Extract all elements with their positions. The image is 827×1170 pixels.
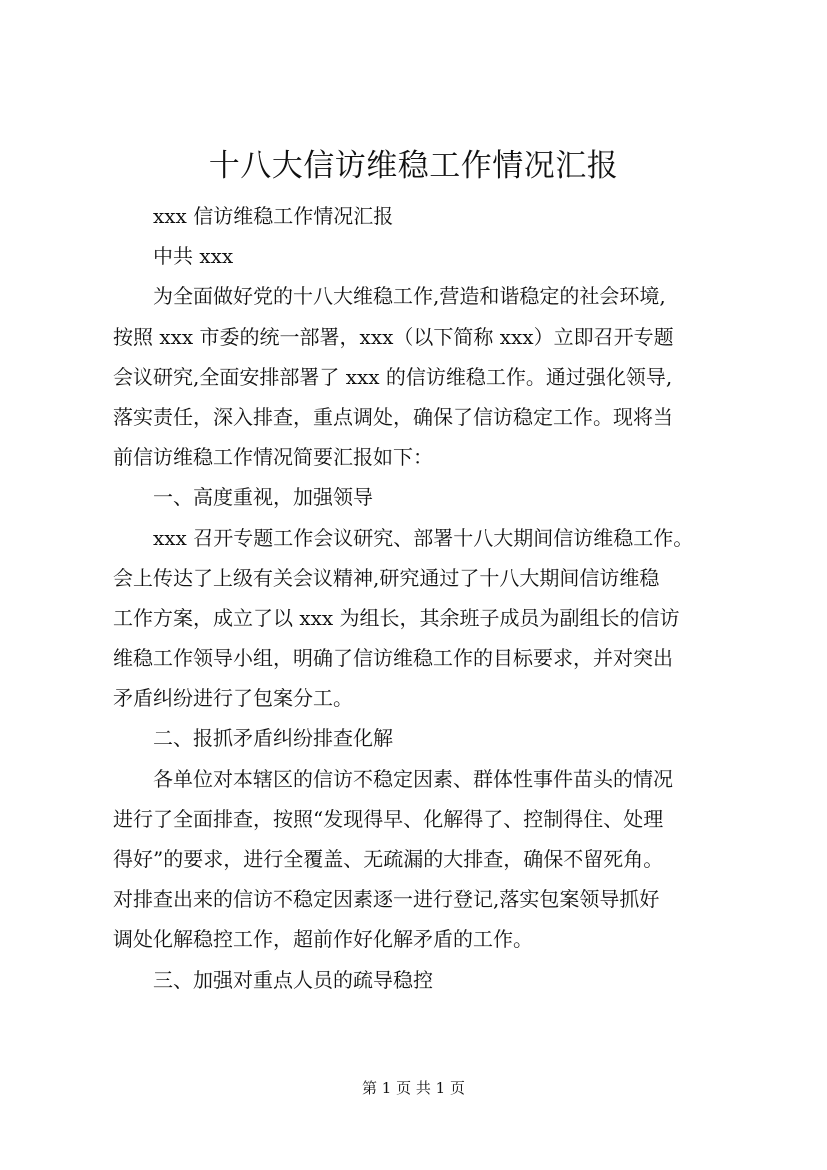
body-line: 一、高度重视，加强领导 xyxy=(153,485,373,510)
body-line: 工作方案，成立了以 xxx 为组长，其余班子成员为副组长的信访 xyxy=(113,605,680,630)
body-line: 维稳工作领导小组，明确了信访维稳工作的目标要求，并对突出 xyxy=(113,646,673,671)
body-line: xxx 信访维稳工作情况汇报 xyxy=(153,204,394,228)
body-line: 三、加强对重点人员的疏导稳控 xyxy=(153,967,433,992)
body-line: 中共 xxx xyxy=(153,244,234,269)
body-line: 对排查出来的信访不稳定因素逐一进行登记,落实包案领导抓好 xyxy=(113,887,660,912)
body-line: 落实责任，深入排查，重点调处，确保了信访稳定工作。现将当 xyxy=(113,404,673,429)
body-line: 前信访维稳工作情况简要汇报如下： xyxy=(113,445,433,470)
body-line: 调处化解稳控工作，超前作好化解矛盾的工作。 xyxy=(113,927,533,952)
body-line: 矛盾纠纷进行了包案分工。 xyxy=(113,686,353,711)
page-footer: 第 1 页 共 1 页 xyxy=(362,1079,465,1097)
body-line: 二、报抓矛盾纠纷排查化解 xyxy=(153,726,393,751)
body-line: 按照 xxx 市委的统一部署，xxx（以下简称 xxx）立即召开专题 xyxy=(113,324,674,349)
body-line: 为全面做好党的十八大维稳工作,营造和谐稳定的社会环境, xyxy=(153,284,666,309)
body-line: xxx 召开专题工作会议研究、部署十八大期间信访维稳工作。 xyxy=(153,525,694,550)
body-line: 会议研究,全面安排部署了 xxx 的信访维稳工作。通过强化领导, xyxy=(113,364,673,389)
document-title: 十八大信访维稳工作情况汇报 xyxy=(208,148,619,184)
body-line: 进行了全面排查，按照“发现得早、化解得了、控制得住、处理 xyxy=(113,806,664,831)
document-body xyxy=(113,196,743,1000)
body-line: 各单位对本辖区的信访不稳定因素、群体性事件苗头的情况 xyxy=(153,766,673,791)
body-line: 得好”的要求，进行全覆盖、无疏漏的大排查，确保不留死角。 xyxy=(113,847,664,871)
body-line: 会上传达了上级有关会议精神,研究通过了十八大期间信访维稳 xyxy=(113,565,660,590)
